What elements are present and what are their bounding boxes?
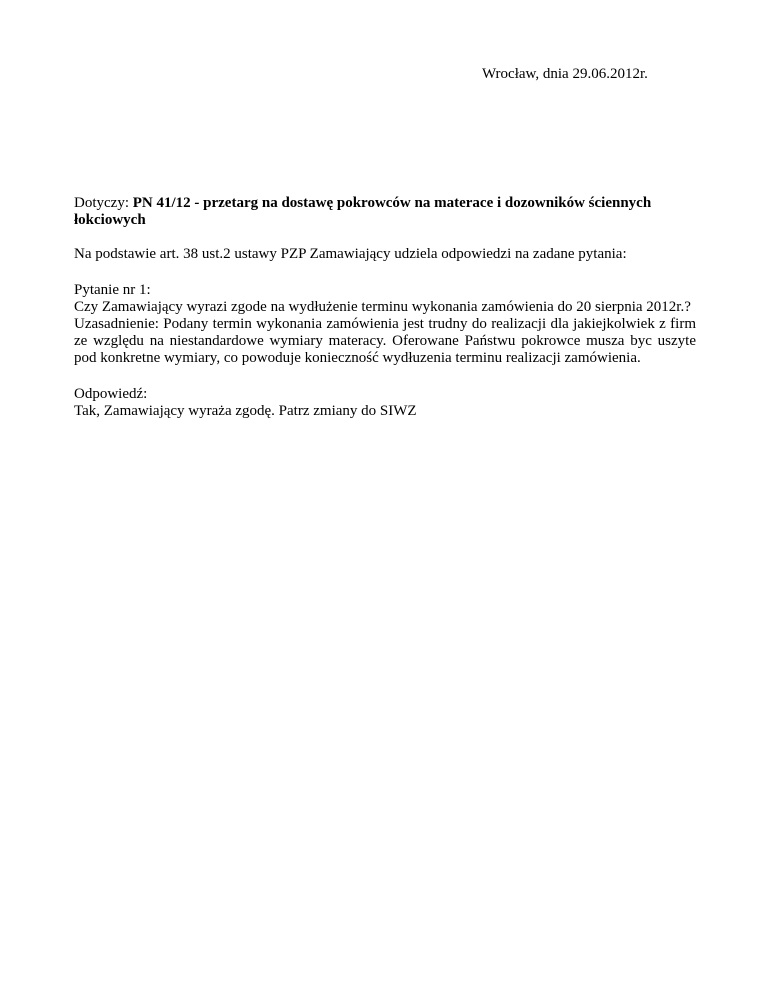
- question-justification: Uzasadnienie: Podany termin wykonania zamówienia jest trudny do realizacji dla jakiejkolwiek z firm ze względu na niestandardowe wymiary materacy. Oferowane Państwu pokrowce musza byc uszyte pod konkretne wymiary, co powoduje konieczność wydłuzenia terminu realizacji zamówienia.: [74, 316, 696, 366]
- subject-title: PN 41/12 - przetarg na dostawę pokrowców na materace i dozowników ściennych łokciowych: [74, 195, 652, 228]
- answer-text: Tak, Zamawiający wyraża zgodę. Patrz zmiany do SIWZ: [74, 403, 417, 419]
- subject-line: [74, 195, 696, 229]
- answer-block: [74, 386, 696, 420]
- question-text: Czy Zamawiający wyrazi zgode na wydłużenie terminu wykonania zamówienia do 20 sierpnia 2012r.?: [74, 299, 691, 315]
- question-block: [74, 282, 696, 367]
- subject-prefix: Dotyczy:: [74, 195, 133, 211]
- place-date: Wrocław, dnia 29.06.2012r.: [482, 66, 648, 82]
- document-body: [74, 195, 696, 420]
- answer-label: Odpowiedź:: [74, 386, 148, 402]
- question-label: Pytanie nr 1:: [74, 282, 151, 298]
- intro-text: Na podstawie art. 38 ust.2 ustawy PZP Zamawiający udziela odpowiedzi na zadane pytania:: [74, 246, 627, 262]
